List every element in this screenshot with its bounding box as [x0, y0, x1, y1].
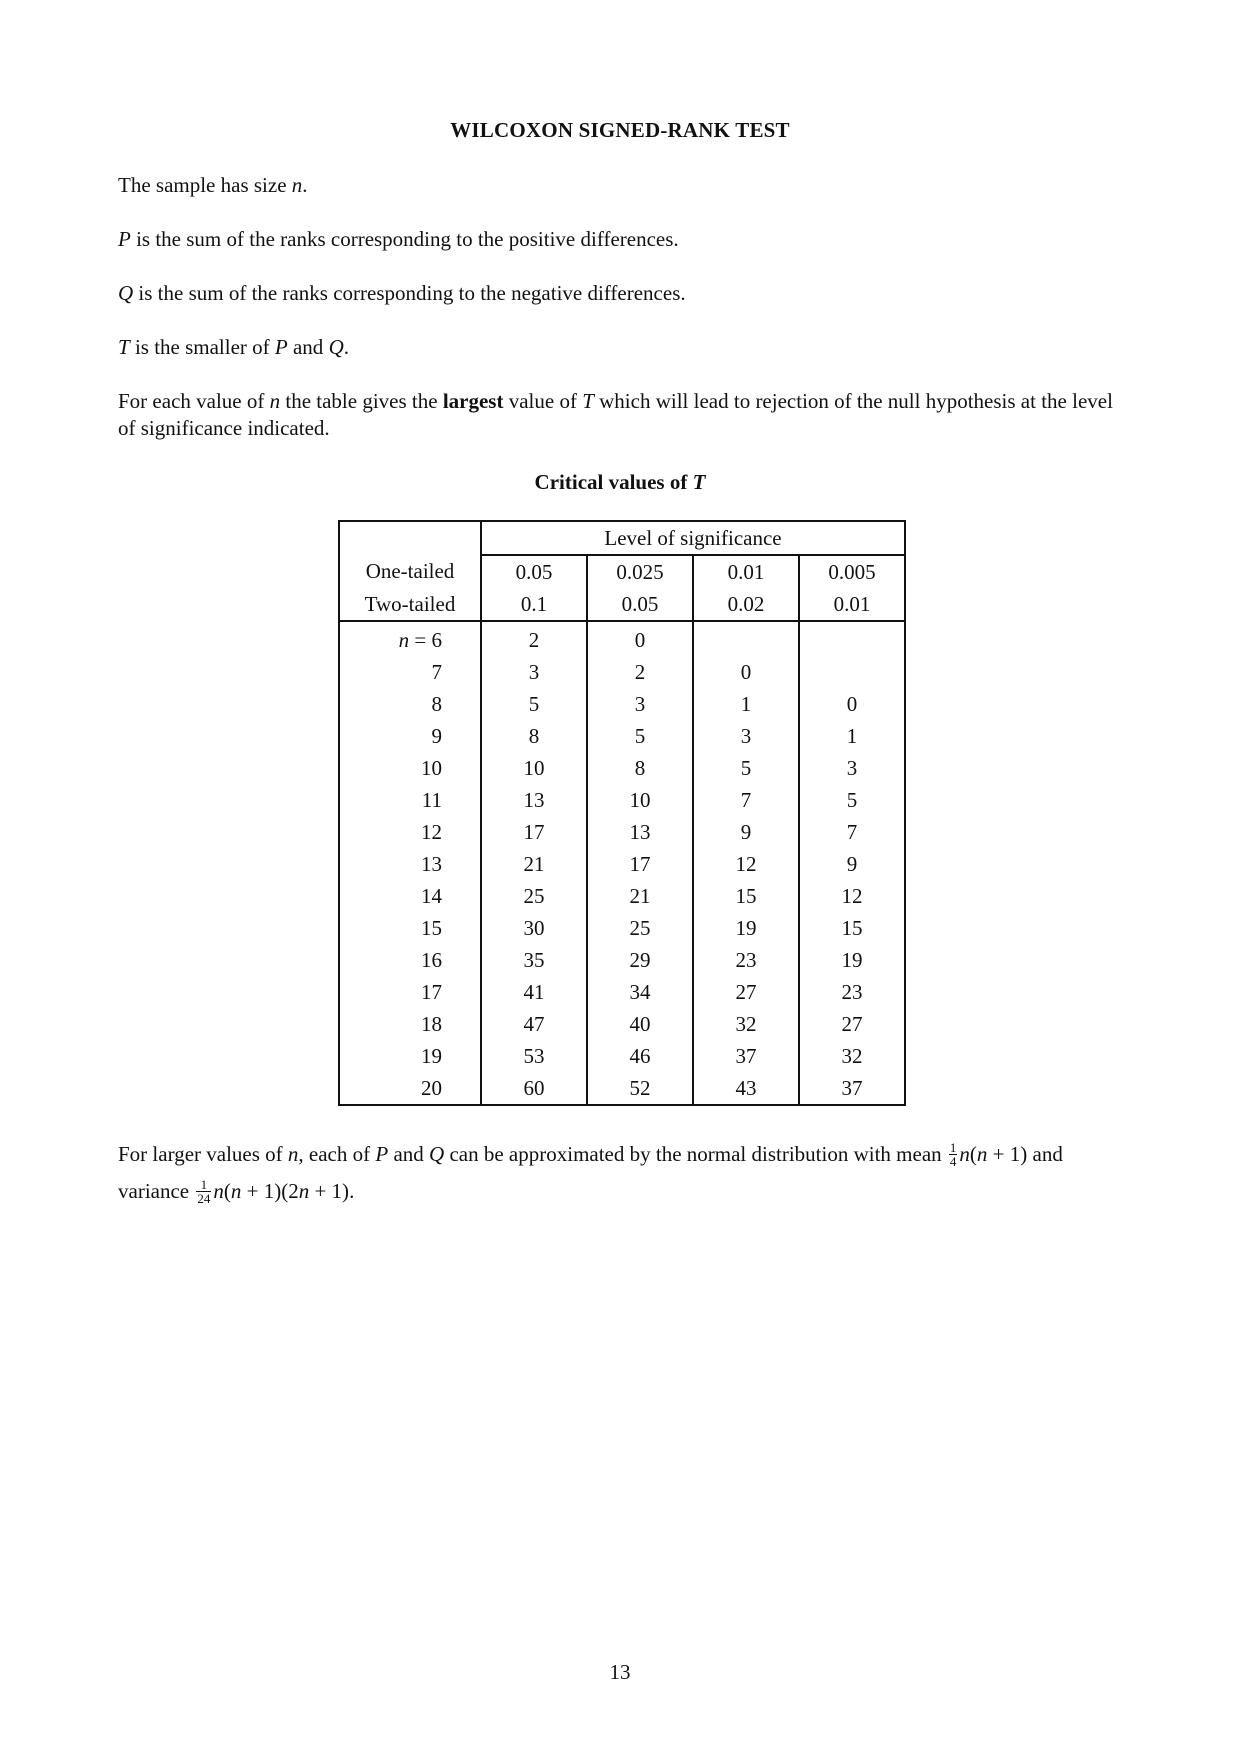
table-row	[339, 720, 905, 752]
critical-value-cell	[799, 656, 905, 688]
table-row	[339, 752, 905, 784]
critical-value-cell: 12	[799, 880, 905, 912]
table-row	[339, 880, 905, 912]
critical-value-cell: 29	[587, 944, 693, 976]
critical-value-cell: 1	[799, 720, 905, 752]
critical-value-cell	[693, 621, 799, 656]
n-value: 13	[339, 848, 481, 880]
critical-value-cell: 13	[587, 816, 693, 848]
table-row	[339, 976, 905, 1008]
n-value: 8	[339, 688, 481, 720]
one-tailed-value: 0.025	[587, 555, 693, 588]
variance-fraction: $\frac{1}{24}$	[197, 1176, 211, 1206]
critical-value-cell: 60	[481, 1072, 587, 1105]
table-row	[339, 621, 905, 656]
critical-value-cell: 12	[693, 848, 799, 880]
critical-value-cell: 41	[481, 976, 587, 1008]
table-header-row	[339, 521, 905, 555]
critical-value-cell: 0	[693, 656, 799, 688]
n-value: 17	[339, 976, 481, 1008]
critical-value-cell: 8	[587, 752, 693, 784]
critical-value-cell: 1	[693, 688, 799, 720]
critical-value-cell: 15	[693, 880, 799, 912]
critical-value-cell: 21	[587, 880, 693, 912]
n-value: 15	[339, 912, 481, 944]
critical-value-cell: 21	[481, 848, 587, 880]
critical-value-cell: 5	[481, 688, 587, 720]
q-definition: Q is the sum of the ranks corresponding to the negative differences.	[118, 281, 686, 305]
one-tailed-row	[339, 555, 905, 588]
n-value: 14	[339, 880, 481, 912]
critical-value-cell: 23	[693, 944, 799, 976]
table-row	[339, 816, 905, 848]
table-explanation: For each value of n the table gives the largest value of T which will lead to rejection of the null hypothesis at the level of significance indicated.	[118, 389, 1113, 440]
critical-value-cell: 32	[693, 1008, 799, 1040]
one-tailed-value: 0.05	[481, 555, 587, 588]
table-caption: Critical values of T	[534, 470, 706, 494]
critical-value-cell: 25	[587, 912, 693, 944]
critical-values-table	[338, 520, 906, 1106]
critical-value-cell: 13	[481, 784, 587, 816]
n-value: 11	[339, 784, 481, 816]
level-of-significance-header: Level of significance	[481, 521, 905, 555]
critical-value-cell: 8	[481, 720, 587, 752]
page-number: 13	[609, 1660, 631, 1684]
critical-value-cell: 32	[799, 1040, 905, 1072]
p-definition: P is the sum of the ranks corresponding to the positive differences.	[118, 227, 679, 251]
two-tailed-value: 0.02	[693, 588, 799, 621]
normal-approximation-note: For larger values of n, each of P and Q can be approximated by the normal distribution with mean $\frac{1}{4}$ n(n + 1) and variance $\frac{1}{24}$ n(n + 1)(2n + 1).	[118, 1139, 1063, 1206]
table-row	[339, 944, 905, 976]
critical-value-cell: 25	[481, 880, 587, 912]
critical-value-cell: 43	[693, 1072, 799, 1105]
n-value: 19	[339, 1040, 481, 1072]
n-value: n = 6	[339, 621, 481, 656]
critical-value-cell	[799, 621, 905, 656]
critical-value-cell: 17	[587, 848, 693, 880]
critical-value-cell: 0	[587, 621, 693, 656]
n-value: 18	[339, 1008, 481, 1040]
table-row	[339, 912, 905, 944]
critical-value-cell: 3	[799, 752, 905, 784]
n-value: 16	[339, 944, 481, 976]
critical-value-cell: 0	[799, 688, 905, 720]
one-tailed-value: 0.005	[799, 555, 905, 588]
critical-value-cell: 10	[481, 752, 587, 784]
two-tailed-row	[339, 588, 905, 621]
critical-value-cell: 2	[587, 656, 693, 688]
critical-value-cell: 9	[693, 816, 799, 848]
n-value: 10	[339, 752, 481, 784]
critical-value-cell: 7	[693, 784, 799, 816]
critical-value-cell: 15	[799, 912, 905, 944]
critical-value-cell: 27	[799, 1008, 905, 1040]
critical-value-cell: 3	[693, 720, 799, 752]
critical-value-cell: 37	[693, 1040, 799, 1072]
critical-value-cell: 19	[799, 944, 905, 976]
table-row	[339, 848, 905, 880]
critical-value-cell: 9	[799, 848, 905, 880]
critical-value-cell: 10	[587, 784, 693, 816]
critical-value-cell: 27	[693, 976, 799, 1008]
table-row	[339, 784, 905, 816]
critical-value-cell: 5	[799, 784, 905, 816]
two-tailed-value: 0.1	[481, 588, 587, 621]
critical-value-cell: 34	[587, 976, 693, 1008]
n-value: 7	[339, 656, 481, 688]
sample-size-statement: The sample has size n.	[118, 173, 308, 197]
one-tailed-label: One-tailed	[339, 555, 481, 588]
critical-value-cell: 30	[481, 912, 587, 944]
table-row	[339, 656, 905, 688]
critical-value-cell: 37	[799, 1072, 905, 1105]
n-value: 9	[339, 720, 481, 752]
two-tailed-value: 0.05	[587, 588, 693, 621]
n-value: 12	[339, 816, 481, 848]
table-row	[339, 688, 905, 720]
critical-value-cell: 40	[587, 1008, 693, 1040]
critical-value-cell: 53	[481, 1040, 587, 1072]
table-row	[339, 1072, 905, 1105]
critical-value-cell: 2	[481, 621, 587, 656]
table-row	[339, 1008, 905, 1040]
critical-value-cell: 52	[587, 1072, 693, 1105]
critical-value-cell: 17	[481, 816, 587, 848]
critical-value-cell: 7	[799, 816, 905, 848]
two-tailed-value: 0.01	[799, 588, 905, 621]
table-row	[339, 1040, 905, 1072]
critical-value-cell: 46	[587, 1040, 693, 1072]
critical-value-cell: 3	[481, 656, 587, 688]
page-title: WILCOXON SIGNED-RANK TEST	[450, 118, 790, 142]
t-definition: T is the smaller of P and Q.	[118, 335, 349, 359]
n-value: 20	[339, 1072, 481, 1105]
two-tailed-label: Two-tailed	[339, 588, 481, 621]
critical-value-cell: 47	[481, 1008, 587, 1040]
critical-value-cell: 5	[693, 752, 799, 784]
mean-fraction: $\frac{1}{4}$	[949, 1139, 957, 1169]
critical-value-cell: 5	[587, 720, 693, 752]
critical-value-cell: 23	[799, 976, 905, 1008]
critical-value-cell: 19	[693, 912, 799, 944]
critical-value-cell: 3	[587, 688, 693, 720]
one-tailed-value: 0.01	[693, 555, 799, 588]
critical-value-cell: 35	[481, 944, 587, 976]
